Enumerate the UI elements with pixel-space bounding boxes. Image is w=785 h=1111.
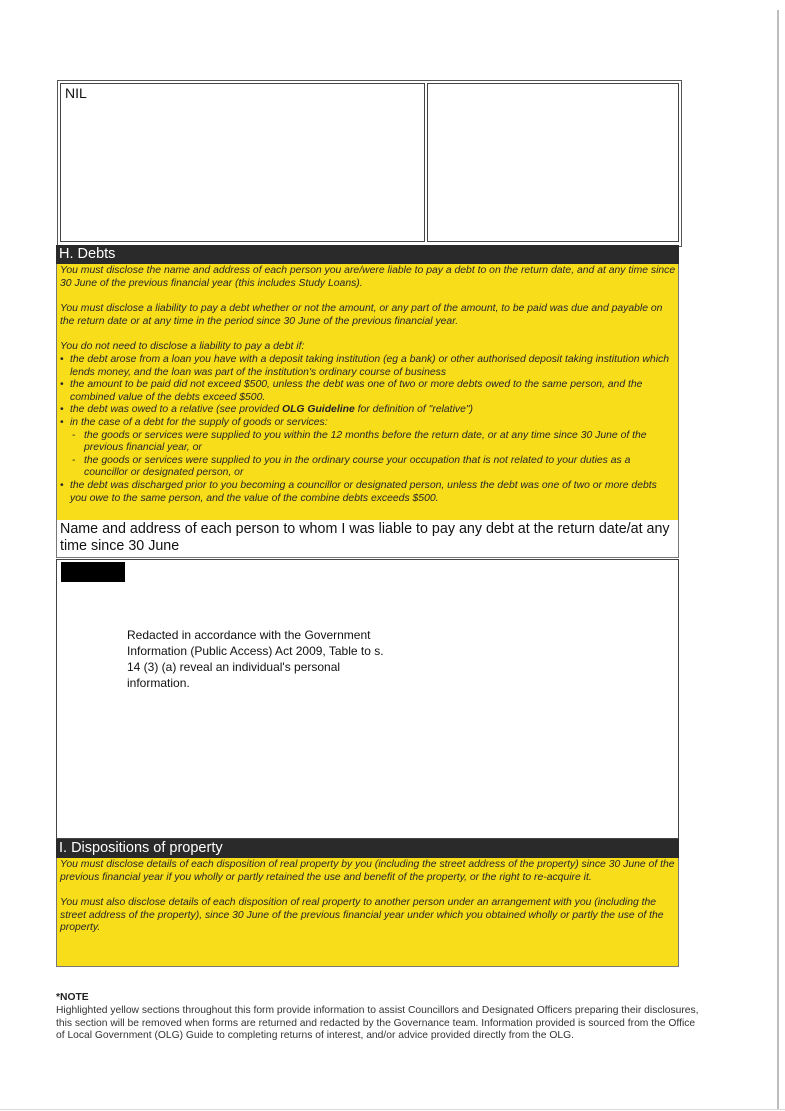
debt-answer-box [56, 559, 679, 839]
section-i-guidance [56, 858, 679, 967]
section-h-intro-3: You do not need to disclose a liability to pay a debt if: [60, 341, 305, 353]
footer-note [56, 992, 706, 1043]
bullet-icon: • [60, 353, 64, 365]
bullet-text: for definition of "relative") [354, 404, 473, 416]
goods-services-sublist [60, 430, 676, 480]
section-i-header [56, 839, 679, 858]
section-i-title: I. Dispositions of property [59, 840, 223, 856]
redaction-block [61, 562, 125, 582]
sub-bullet-text: the goods or services were supplied to you within the 12 months before the return date, or at any time since 30 June of the previous financial year, or [84, 429, 647, 454]
bullet-text: the amount to be paid did not exceed $500, unless the debt was one of two or more debts owed to the same person, and the combined value of the debts exceed $500. [70, 379, 643, 403]
section-i-intro-1: You must disclose details of each disposition of real property by you (including the street address of the property) since 30 June of the previous financial year if you wholly or partly retained the use and benefit of the property, or the right to re-acquire it. [60, 859, 675, 883]
bullet-icon: • [60, 416, 64, 428]
list-item [60, 480, 676, 505]
section-h-intro-2: You must disclose a liability to pay a debt whether or not the amount, or any part of the amount, to be paid was due and payable on the return date or at any time in the period since 30 June of the previous financial year. [60, 303, 663, 327]
olg-guideline-ref: OLG Guideline [281, 404, 355, 416]
list-item [60, 430, 676, 455]
page-edge [777, 10, 779, 1110]
list-item [60, 379, 676, 404]
list-item [60, 417, 676, 430]
exemption-list [60, 354, 676, 430]
page-edge-bottom [0, 1109, 785, 1110]
bullet-icon: • [60, 479, 64, 491]
sub-bullet-text: the goods or services were supplied to you in the ordinary course your occupation that is not related to your duties as a councillor or designated person, or [84, 454, 631, 479]
dash-icon: - [72, 429, 76, 441]
nil-text: NIL [65, 85, 87, 101]
top-left-cell [60, 83, 425, 242]
debt-question-text: Name and address of each person to whom I was liable to pay any debt at the return date/at any time since 30 June [60, 521, 670, 554]
bullet-icon: • [60, 379, 64, 391]
top-right-cell [427, 83, 679, 242]
redaction-note: Redacted in accordance with the Government Information (Public Access) Act 2009, Table to s. 14 (3) (a) reveal an individual's personal information. [127, 628, 384, 690]
list-item [60, 455, 676, 480]
note-text: Highlighted yellow sections throughout this form provide information to assist Councillors and Designated Officers preparing their disclosures, this section will be removed when forms are returned and redacted by the Governance team. Information provided is sourced from the Office of Local Government (OLG) Guide to completing returns of interest, and/or advice provided directly from the OLG. [56, 1004, 699, 1042]
bullet-text: the debt was discharged prior to you becoming a councillor or designated person, unless the debt was one of two or more debts you owe to the same person, and the value of the combine debts exceeds $500. [70, 479, 657, 504]
section-h-intro-1: You must disclose the name and address of each person you are/were liable to pay a debt to on the return date, and at any time since 30 June of the previous financial year (this includes Study Loans). [60, 265, 676, 289]
exemption-list-continued [60, 480, 676, 505]
note-title: *NOTE [56, 992, 89, 1003]
bullet-text: in the case of a debt for the supply of goods or services: [70, 416, 328, 428]
dash-icon: - [72, 454, 76, 466]
section-h-guidance [56, 264, 679, 520]
top-table [57, 80, 682, 247]
debt-question-label [56, 520, 679, 558]
section-h-title: H. Debts [59, 246, 116, 262]
bullet-text: the debt was owed to a relative (see provided [70, 404, 282, 416]
bullet-text: the debt arose from a loan you have with a deposit taking institution (eg a bank) or other authorised deposit taking institution which lends money, and the loan was part of the institution's ordinary course of business [70, 353, 669, 378]
bullet-icon: • [60, 404, 64, 416]
list-item [60, 404, 676, 417]
section-h-header [56, 245, 679, 264]
section-i-intro-2: You must also disclose details of each disposition of real property to another person under an arrangement with you (including the street address of the property), since 30 June of the previous financial year under which you obtained wholly or partly the use of the property. [60, 897, 664, 934]
list-item [60, 354, 676, 379]
